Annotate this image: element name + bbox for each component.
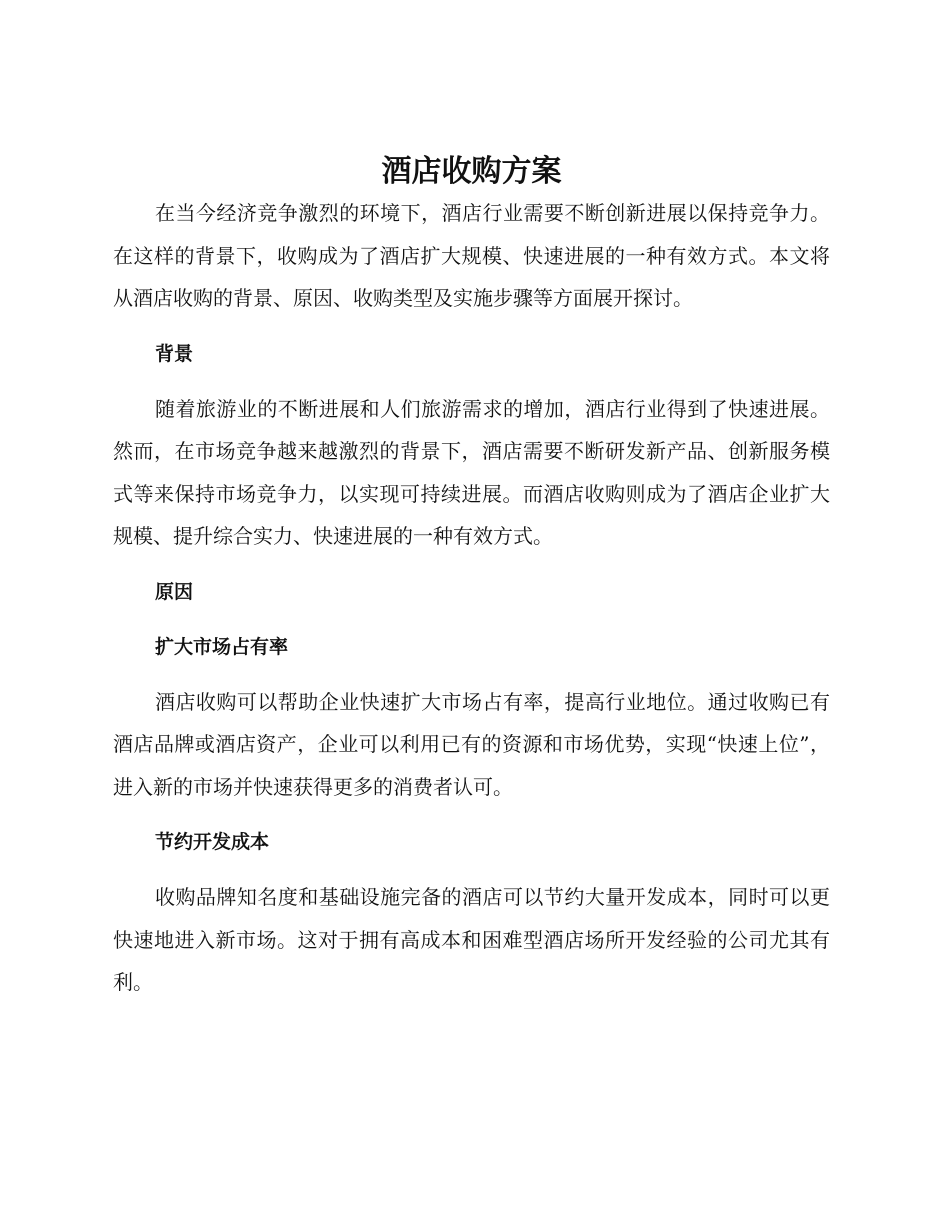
section-heading-market-share: 扩大市场占有率: [155, 635, 289, 658]
section-heading-cost-saving: 节约开发成本: [155, 831, 270, 853]
section-heading-reasons: 原因: [155, 580, 194, 603]
section-body-cost-saving: 收购品牌知名度和基础设施完备的酒店可以节约大量开发成本，同时可以更快速地进入新市场。这对于拥有高成本和困难型酒店场所开发经验的公司尤其有利。: [113, 885, 830, 994]
section-body-market-share: 酒店收购可以帮助企业快速扩大市场占有率，提高行业地位。通过收购已有酒店品牌或酒店资产，企业可以利用已有的资源和市场优势，实现“快速上位”，进入新的市场并快速获得更多的消费者认可。: [113, 689, 830, 799]
section-heading-background: 背景: [155, 342, 194, 365]
section-body-background: 随着旅游业的不断进展和人们旅游需求的增加，酒店行业得到了快速进展。然而，在市场竞争越来越激烈的背景下，酒店需要不断研发新产品、创新服务模式等来保持市场竞争力，以实现可持续进展。而酒店收购则成为了酒店企业扩大规模、提升综合实力、快速进展的一种有效方式。: [113, 396, 830, 548]
intro-paragraph: 在当今经济竞争激烈的环境下，酒店行业需要不断创新进展以保持竞争力。在这样的背景下，收购成为了酒店扩大规模、快速进展的一种有效方式。本文将从酒店收购的背景、原因、收购类型及实施步骤等方面展开探讨。: [113, 201, 830, 310]
page-title: 酒店收购方案: [381, 154, 562, 189]
document-page: [113, 150, 830, 1004]
